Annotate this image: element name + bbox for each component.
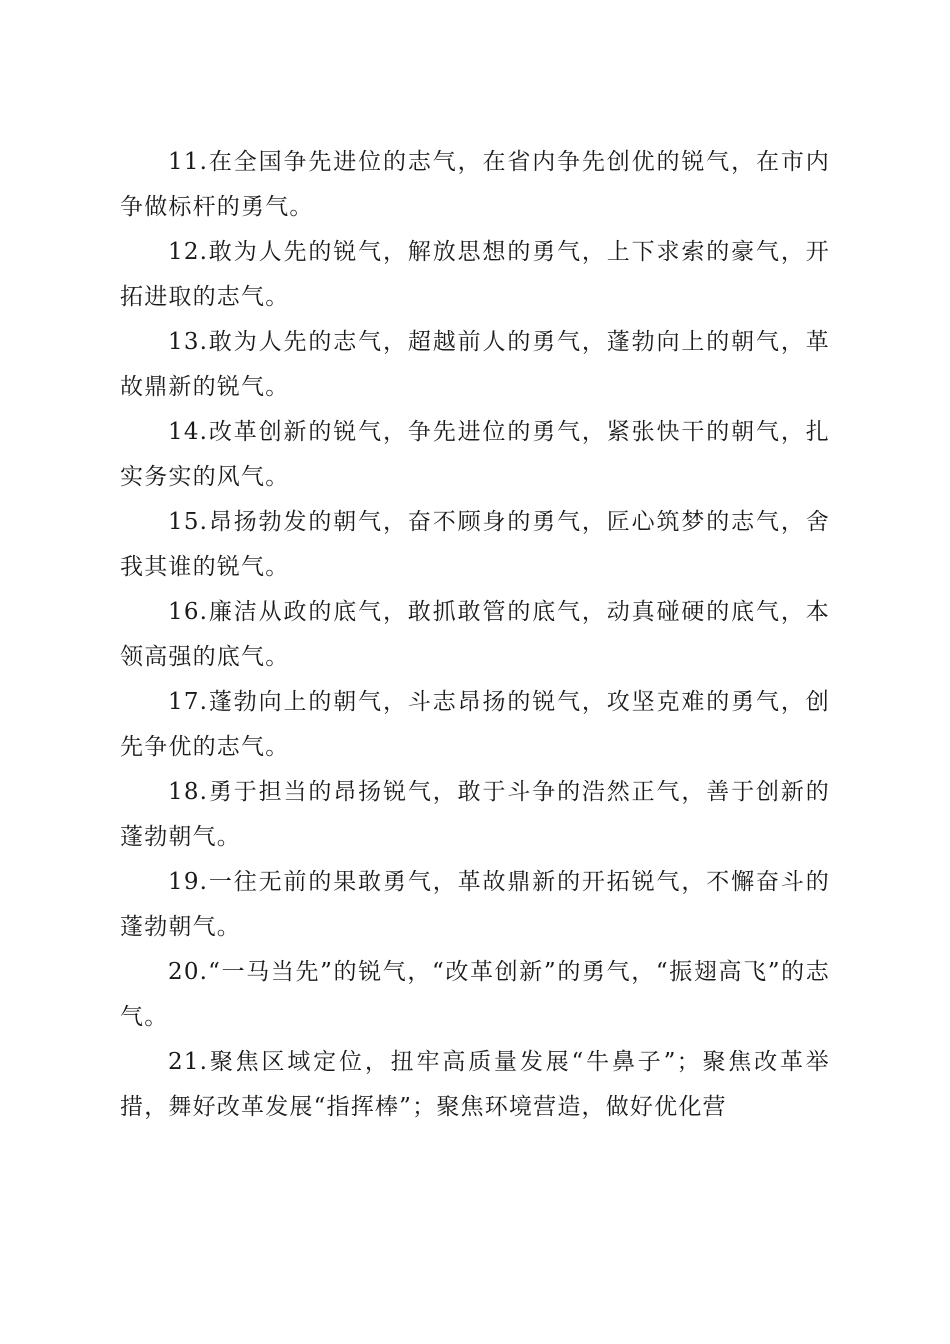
- paragraph-14: 14.改革创新的锐气，争先进位的勇气，紧张快干的朝气，扎实务实的风气。: [120, 419, 830, 490]
- paragraph-17: 17.蓬勃向上的朝气，斗志昂扬的锐气，攻坚克难的勇气，创先争优的志气。: [120, 689, 830, 760]
- paragraph-16: 16.廉洁从政的底气，敢抓敢管的底气，动真碰硬的底气，本领高强的底气。: [120, 599, 830, 670]
- paragraph-20: 20.“一马当先”的锐气，“改革创新”的勇气，“振翅高飞”的志气。: [120, 959, 830, 1030]
- paragraph-21: 21.聚焦区域定位，扭牢高质量发展“牛鼻子”；聚焦改革举措，舞好改革发展“指挥棒”；聚焦环境营造，做好优化营: [120, 1049, 830, 1120]
- paragraph-15: 15.昂扬勃发的朝气，奋不顾身的勇气，匠心筑梦的志气，舍我其谁的锐气。: [120, 509, 830, 580]
- paragraph-18: 18.勇于担当的昂扬锐气，敢于斗争的浩然正气，善于创新的蓬勃朝气。: [120, 779, 830, 850]
- paragraph-12: 12.敢为人先的锐气，解放思想的勇气，上下求索的豪气，开拓进取的志气。: [120, 239, 830, 310]
- document-body: [120, 140, 830, 1130]
- paragraph-11: 11.在全国争先进位的志气，在省内争先创优的锐气，在市内争做标杆的勇气。: [120, 149, 830, 220]
- paragraph-13: 13.敢为人先的志气，超越前人的勇气，蓬勃向上的朝气，革故鼎新的锐气。: [120, 329, 830, 400]
- paragraph-19: 19.一往无前的果敢勇气，革故鼎新的开拓锐气，不懈奋斗的蓬勃朝气。: [120, 869, 830, 940]
